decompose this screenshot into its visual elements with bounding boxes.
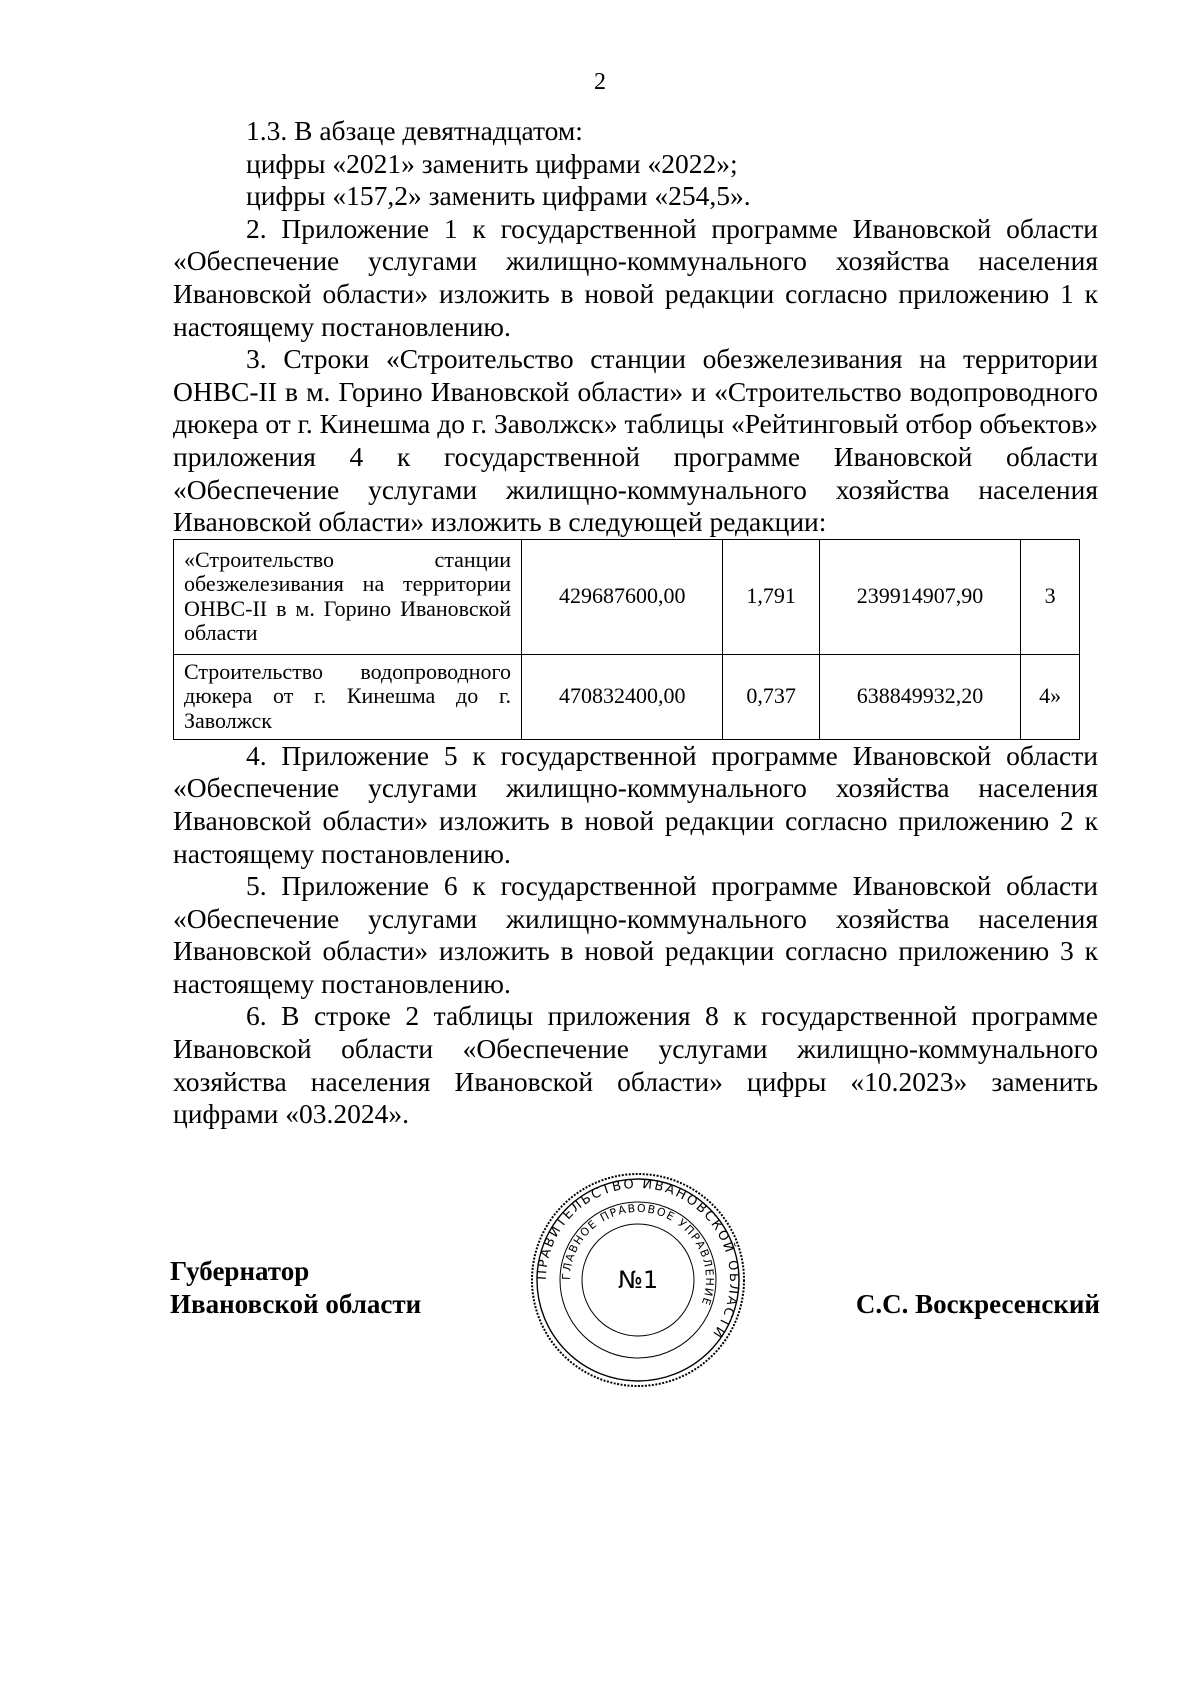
official-seal: [528, 1170, 748, 1390]
paragraph-1-3-line-2: цифры «157,2» заменить цифрами «254,5».: [246, 180, 751, 212]
page-number: 2: [594, 69, 606, 95]
paragraph-2: 2. Приложение 1 к государственной программе Ивановской области «Обеспечение услугами жилищно-коммунального хозяйства населения Ивановской области» изложить в новой редакции согласно приложению 1 к настоящему постановлению.: [173, 212, 1098, 342]
table-cell-cost: 470832400,00: [522, 654, 723, 739]
paragraph-4: 4. Приложение 5 к государственной программе Ивановской области «Обеспечение услугами жилищно-коммунального хозяйства населения Ивановской области» изложить в новой редакции согласно приложению 2 к настоящему постановлению.: [173, 739, 1098, 869]
seal-inner-text: ГЛАВНОЕ ПРАВОВОЕ УПРАВЛЕНИЕ: [559, 1201, 717, 1308]
table-cell-object: Строительство водопроводного дюкера от г. Кинешма до г. Заволжск: [174, 654, 522, 739]
objects-table: [173, 539, 1080, 740]
signature-block: [0, 1170, 1200, 1410]
table-cell-amount: 638849932,20: [819, 654, 1020, 739]
table-cell-rank: 4»: [1021, 654, 1080, 739]
table-cell-cost: 429687600,00: [522, 539, 723, 654]
paragraph-6: 6. В строке 2 таблицы приложения 8 к государственной программе Ивановской области «Обеспечение услугами жилищно-коммунального хозяйства населения Ивановской области» цифры «10.2023» заменить цифрами «03.2024».: [173, 1000, 1098, 1130]
paragraph-1-3-line-1: цифры «2021» заменить цифрами «2022»;: [246, 147, 738, 179]
table-cell-rank: 3: [1021, 539, 1080, 654]
table-cell-coefficient: 0,737: [723, 654, 819, 739]
table-cell-amount: 239914907,90: [819, 539, 1020, 654]
paragraph-3: 3. Строки «Строительство станции обезжелезивания на территории ОНВС-II в м. Горино Ивановской области» и «Строительство водопроводного дюкера от г. Кинешма до г. Заволжск» таблицы «Рейтинговый отбор объектов» приложения 4 к государственной программе Ивановской области «Обеспечение услугами жилищно-коммунального хозяйства населения Ивановской области» изложить в следующей редакции:: [173, 343, 1098, 538]
paragraph-1-3-title: 1.3. В абзаце девятнадцатом:: [246, 115, 583, 146]
seal-outer-text: ПРАВИТЕЛЬСТВО ИВАНОВСКОЙ ОБЛАСТИ: [534, 1176, 742, 1342]
table-row: [174, 654, 1080, 739]
governor-name: С.С. Воскресенский: [855, 1289, 1100, 1319]
document-body: [173, 115, 1098, 1131]
seal-number: №1: [617, 1266, 659, 1294]
table-cell-coefficient: 1,791: [723, 539, 819, 654]
paragraph-5: 5. Приложение 6 к государственной программе Ивановской области «Обеспечение услугами жилищно-коммунального хозяйства населения Ивановской области» изложить в новой редакции согласно приложению 3 к настоящему постановлению.: [173, 870, 1098, 999]
governor-title: Губернатор Ивановской области: [170, 1256, 422, 1319]
table-row: [174, 539, 1080, 654]
table-cell-object: «Строительство станции обезжелезивания на территории ОНВС-II в м. Горино Ивановской области: [174, 539, 522, 654]
